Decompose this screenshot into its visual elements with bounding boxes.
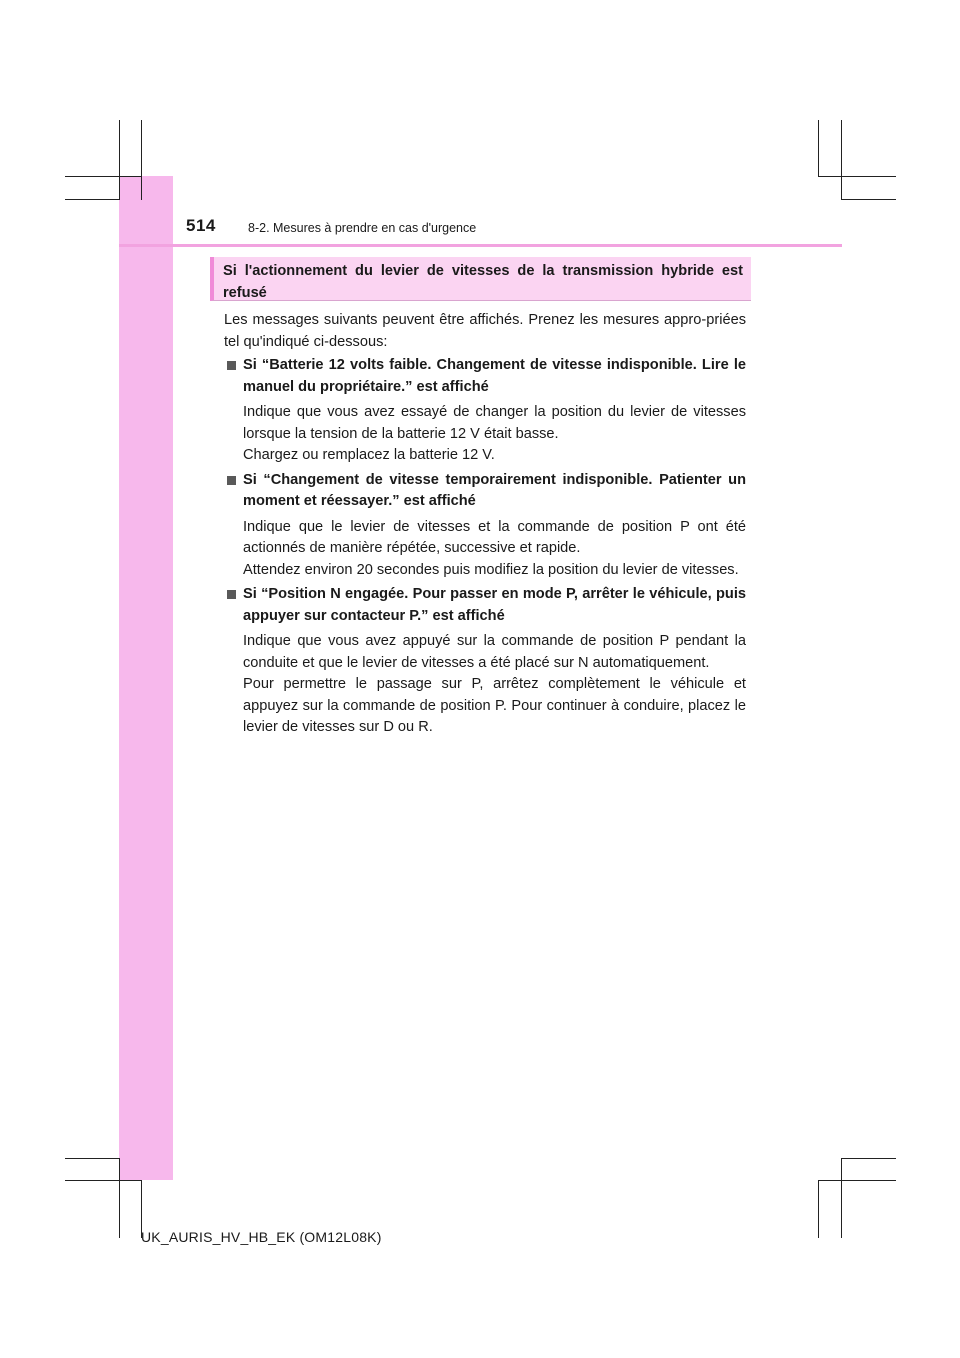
item-title: Si “Batterie 12 volts faible. Changement de vitesse indisponible. Lire le manuel du propriétaire.” est affiché [243, 357, 746, 395]
crop-mark [65, 176, 141, 177]
item-title: Si “Position N engagée. Pour passer en mode P, arrêter le véhicule, puis appuyer sur contacteur P.” est affiché [243, 586, 746, 624]
crop-mark [841, 1158, 842, 1238]
list-item [224, 470, 746, 582]
page-number: 514 [186, 216, 216, 235]
crop-mark [119, 120, 120, 200]
item-paragraph: Attendez environ 20 secondes puis modifiez la position du levier de vitesses. [243, 561, 739, 578]
section-title: 8-2. Mesures à prendre en cas d'urgence [248, 221, 477, 235]
crop-mark [841, 199, 896, 200]
document-code: UK_AURIS_HV_HB_EK (OM12L08K) [141, 1229, 382, 1245]
intro-paragraph: Les messages suivants peuvent être affichés. Prenez les mesures appro-priées tel qu'indiqué ci-dessous: [224, 312, 746, 350]
crop-mark [141, 120, 142, 200]
item-paragraph: Pour permettre le passage sur P, arrêtez complètement le véhicule et appuyez sur la commande de position P. Pour continuer à conduire, placez le levier de vitesses sur D ou R. [243, 676, 746, 735]
square-bullet-icon [227, 476, 236, 485]
item-paragraph: Chargez ou remplacez la batterie 12 V. [243, 447, 495, 463]
header-rule [119, 244, 842, 247]
crop-mark [818, 176, 896, 177]
list-item [224, 584, 746, 739]
crop-mark [119, 1158, 120, 1238]
crop-mark [65, 1158, 119, 1159]
sidebar-band [119, 176, 173, 1180]
crop-mark [841, 120, 842, 200]
crop-mark [841, 1158, 896, 1159]
crop-mark [65, 1180, 141, 1181]
square-bullet-icon [227, 361, 236, 370]
crop-mark [818, 1180, 819, 1238]
content [224, 310, 746, 742]
item-title: Si “Changement de vitesse temporairement indisponible. Patienter un moment et réessayer.” est affiché [243, 471, 746, 509]
item-paragraph: Indique que vous avez appuyé sur la commande de position P pendant la conduite et que le levier de vitesses a été placé sur N automatiquement. [243, 633, 746, 671]
crop-mark [818, 120, 819, 176]
item-paragraph: Indique que le levier de vitesses et la commande de position P ont été actionnés de manière répétée, successive et rapide. [243, 518, 746, 556]
crop-mark [818, 1180, 896, 1181]
item-paragraph: Indique que vous avez essayé de changer la position du levier de vitesses lorsque la tension de la batterie 12 V était basse. [243, 404, 746, 442]
square-bullet-icon [227, 590, 236, 599]
section-heading: Si l'actionnement du levier de vitesses de la transmission hybride est refusé [210, 257, 751, 301]
list-item [224, 355, 746, 467]
crop-mark [65, 199, 119, 200]
